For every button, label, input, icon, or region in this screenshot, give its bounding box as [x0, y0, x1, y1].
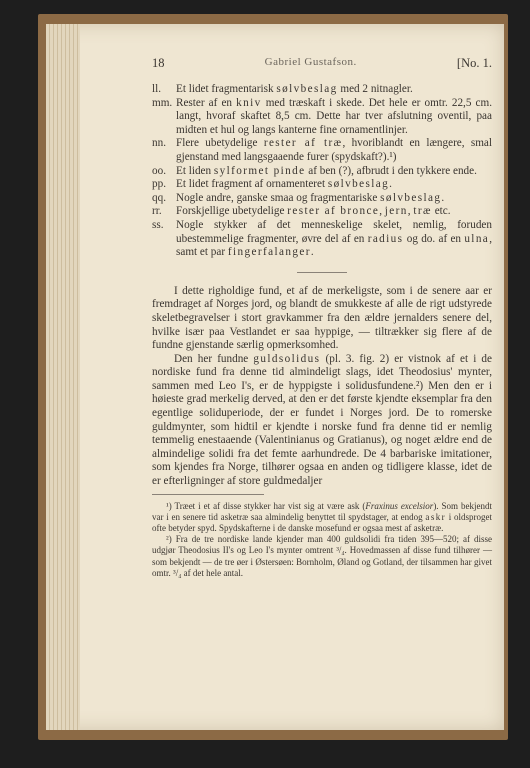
item-text	[176, 137, 492, 164]
footnote	[152, 501, 492, 535]
list-item	[152, 219, 492, 260]
item-label: pp.	[152, 178, 166, 191]
item-list	[152, 83, 492, 260]
item-label: mm.	[152, 96, 173, 109]
list-item	[152, 205, 492, 219]
spaced-term: askr	[425, 511, 447, 522]
item-text	[176, 192, 492, 206]
item-label: rr.	[152, 205, 162, 218]
spaced-term: radius	[367, 232, 404, 245]
section-number: [No. 1.	[456, 56, 492, 70]
paragraph	[152, 353, 492, 489]
page-number: 18	[152, 56, 165, 70]
text-run: af ben (?), afbrudt i den tykkere ende.	[305, 164, 477, 177]
text-run: med 2 nitnagler.	[337, 83, 413, 95]
spaced-term: sylformet pinde	[213, 164, 306, 177]
spaced-term: sølvbeslag	[276, 83, 338, 95]
spaced-term: rester af træ	[263, 137, 343, 150]
item-label: nn.	[152, 137, 166, 150]
spaced-term: sølvbeslag	[327, 178, 390, 191]
text-run: .	[389, 178, 392, 191]
text-run: I dette righoldige fund, et af de merkeligste, som i de senere aar er fremdraget af Norges jord, og blandt de smukkeste af alle de rigt udstyrede skeletbegravelser i stort gravkammer fra den ældre jernalders senere del, hvilke især paa Vestlandet er saa hyppige, — tiltrækker sig flere af de fundne gjenstande særlig opmerksomhed.	[152, 284, 492, 352]
item-text	[176, 97, 492, 138]
spaced-term: guldsolidus	[253, 352, 321, 365]
text-run: Et lidet fragmentarisk	[176, 83, 277, 95]
footnotes	[152, 501, 492, 579]
item-text	[176, 219, 492, 260]
text-run: (pl. 3. fig. 2) er vistnok af et i de nordiske fund fra denne tid almindeligt slags, idet Theodosius' mynter, sammen med Leo I's, er de hyppigste i solidusfundene.²) Men den er i høieste grad merkelig derved, at den er det første kjendte eksemplar fra den egentlige soliduperiode, der er fundet i Norges jord. De to romerske guldmynter, som hidtil er kjendte i norske fund fra denne tid er nemlig temmelig enestaaende (Valentinianus og Gratianus), og noget ældre end de almindelige solidi fra det femte aarhundrede. De 4 barbariske imitationer, som kjendes fra Norge, tilhører ogsaa en anden og tidligere klasse, idet de er efterligninger af store guldmedaljer	[152, 352, 492, 488]
item-label: qq.	[152, 191, 166, 204]
list-item	[152, 83, 492, 97]
running-header	[152, 56, 492, 71]
item-text	[176, 178, 492, 192]
text-run: .	[310, 246, 314, 259]
text-run: Den her fundne	[174, 352, 254, 365]
text-run: Flere ubetydelige	[176, 137, 264, 150]
text-run: Et liden	[176, 164, 214, 177]
italic-term: Fraxinus excelsior	[365, 500, 434, 511]
text-run: i oldsproget ofte betyder spyd. Spydskafterne i de danske mosefund er ogsaa mest af asketræ.	[152, 511, 493, 534]
text-run: Rester af en	[176, 96, 237, 109]
item-text	[176, 83, 492, 97]
item-text	[176, 165, 492, 179]
list-item	[152, 97, 492, 138]
page-edges	[46, 24, 80, 730]
text-run: ¹) Træet i et af disse stykker har vist sig at være ask (	[166, 500, 366, 511]
text-run: og do. af en	[403, 232, 465, 245]
list-item	[152, 192, 492, 206]
list-item	[152, 137, 492, 164]
text-run: ). Som bekjendt var i en senere tid asketræ saa almindelig benyttet til spydstager, at endog	[152, 500, 493, 522]
body-text	[152, 285, 492, 489]
text-run: Nogle stykker af det menneskelige skelet, nemlig, foruden ubestemmelige fragmenter, øvre del af en	[176, 218, 492, 245]
item-label: ll.	[152, 83, 162, 95]
text-run: med træskaft i skede. Det hele er omtr. 22,5 cm. langt, hvoraf skaftet 8,5 cm. Dette har tver afslutning oventil, paa midten et hul og langs kanterne fine ornamentlinjer.	[176, 96, 492, 136]
spaced-term: rester af bronce	[287, 205, 380, 218]
item-label: oo.	[152, 164, 166, 177]
spaced-term: ulna	[464, 232, 490, 245]
text-run: Nogle andre, ganske smaa og fragmentariske	[176, 191, 381, 204]
text-run: ,	[379, 205, 385, 218]
list-item	[152, 178, 492, 192]
page-text	[152, 56, 492, 579]
spaced-term: fingerfalanger	[227, 246, 311, 259]
spaced-term: træ	[413, 205, 432, 218]
text-run: , hvoriblandt en længere, smal gjenstand med langsgaaende furer (spydskaft?).¹)	[176, 137, 492, 163]
item-text	[176, 205, 492, 219]
text-run: ²) Fra de tre nordiske lande kjender man 400 guldsolidi fra tiden 395—520; af disse udgjør Theodosius II's og Leo I's mynter omtrent ³/₄. Hovedmassen af disse fund tilhører — som bekjendt — de tre øer i Østersøen: Bornholm, Øland og Gotland, der tilsammen har givet omtr. ³/₄ af det hele antal.	[152, 534, 492, 578]
text-run: .	[441, 191, 445, 204]
item-label: ss.	[152, 218, 164, 231]
footnote	[152, 534, 492, 579]
section-divider	[297, 272, 347, 273]
text-run: ,	[407, 205, 414, 218]
footnote-rule	[152, 494, 264, 495]
text-run: Forskjellige ubetydelige	[176, 205, 288, 218]
text-run: Et lidet fragment af ornamenteret	[176, 178, 328, 191]
text-run: etc.	[431, 205, 451, 218]
paragraph	[152, 285, 492, 353]
spaced-term: kniv	[236, 96, 262, 109]
list-item	[152, 165, 492, 179]
running-author: Gabriel Gustafson.	[264, 56, 357, 68]
spaced-term: sølvbeslag	[380, 191, 442, 204]
text-run: , samt et par	[176, 232, 492, 259]
spaced-term: jern	[384, 205, 408, 218]
